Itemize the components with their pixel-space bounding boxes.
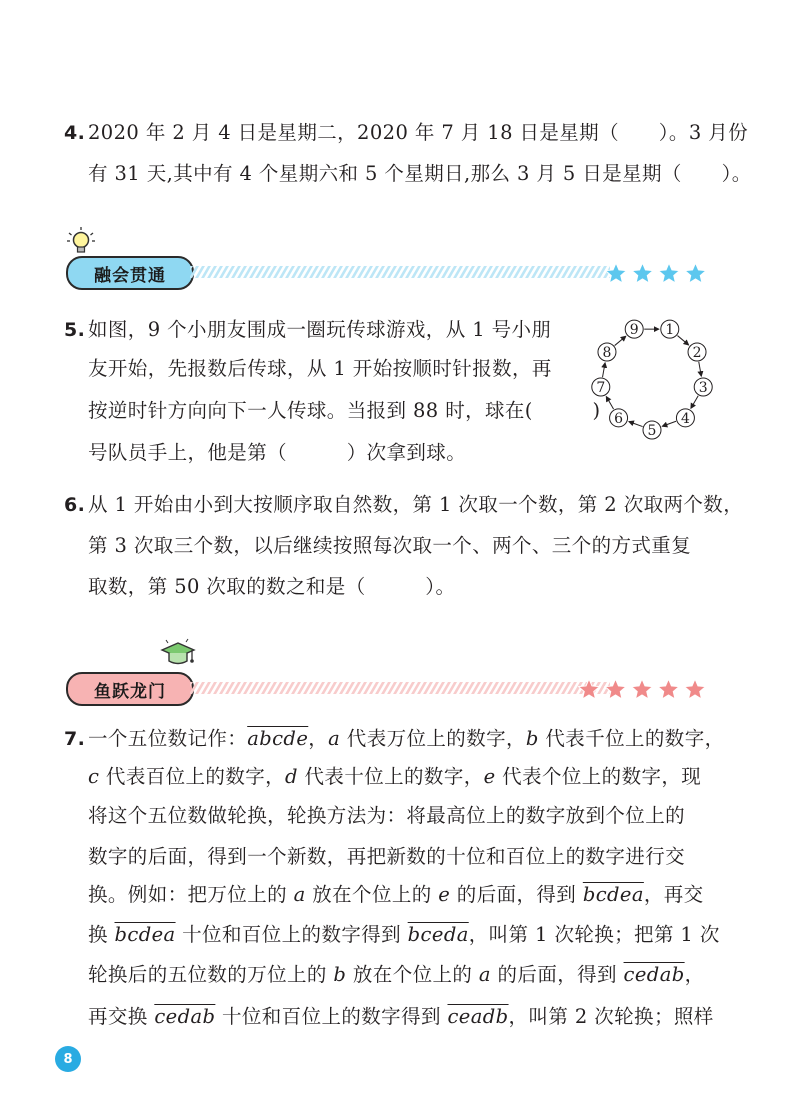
q6-line-3: 取数，第 50 次取的数之和是（ ）。 bbox=[88, 575, 456, 598]
difficulty-star bbox=[685, 679, 706, 699]
q7-line-2: c 代表百位上的数字，d 代表十位上的数字，e 代表个位上的数字，现 bbox=[88, 765, 702, 788]
q4-line-2 bbox=[64, 161, 752, 187]
player-number: 4 bbox=[680, 410, 690, 427]
pass-arrow bbox=[677, 336, 688, 345]
pass-arrow bbox=[603, 363, 606, 377]
difficulty-stars-1 bbox=[605, 262, 711, 284]
q7-line-4: 数字的后面，得到一个新数，再把新数的十位和百位上的数字进行交 bbox=[88, 845, 686, 868]
page-number: 8 bbox=[55, 1046, 81, 1072]
pass-arrow bbox=[662, 421, 676, 426]
player-number: 6 bbox=[614, 410, 624, 427]
section-divider-2 bbox=[190, 682, 610, 694]
difficulty-star bbox=[632, 679, 653, 699]
q6-number: 6. bbox=[64, 494, 86, 516]
player-number: 3 bbox=[698, 380, 708, 397]
section-divider-1 bbox=[190, 266, 610, 278]
difficulty-star bbox=[685, 263, 706, 283]
q6-line-1: 6. 从 1 开始由小到大按顺序取自然数，第 1 次取一个数，第 2 次取两个数， bbox=[64, 493, 744, 516]
difficulty-stars-2 bbox=[578, 678, 712, 700]
q7-number: 7. bbox=[64, 728, 86, 750]
pass-arrow bbox=[606, 397, 613, 410]
pass-arrow bbox=[615, 336, 626, 345]
q4-line-1 bbox=[64, 120, 748, 146]
q4-text-2: 有 31 天,其中有 4 个星期六和 5 个星期日,那么 3 月 5 日是星期（ ）。 bbox=[88, 162, 752, 185]
player-number: 1 bbox=[665, 322, 675, 339]
q7-line-5: 换。例如：把万位上的 a 放在个位上的 e 的后面，得到 bcdea，再交 bbox=[88, 883, 704, 906]
q7-line-7: 轮换后的五位数的万位上的 b 放在个位上的 a 的后面，得到 cedab， bbox=[88, 963, 705, 986]
q7-line-1: 7. 一个五位数记作：abcde，a 代表万位上的数字，b 代表千位上的数字， bbox=[64, 727, 725, 750]
q5-number: 5. bbox=[64, 319, 86, 341]
player-number: 7 bbox=[596, 380, 606, 397]
lightbulb-icon bbox=[64, 226, 98, 260]
passing-circle-diagram bbox=[586, 318, 718, 446]
q7-line-3: 将这个五位数做轮换，轮换方法为：将最高位上的数字放到个位上的 bbox=[88, 804, 686, 827]
graduation-cap-icon bbox=[158, 638, 198, 672]
difficulty-star bbox=[658, 679, 679, 699]
difficulty-star bbox=[632, 263, 653, 283]
q5-line-4: 号队员手上，他是第（ ）次拿到球。 bbox=[88, 441, 467, 464]
player-number: 5 bbox=[647, 423, 657, 439]
player-number: 9 bbox=[629, 322, 639, 339]
player-number: 2 bbox=[692, 345, 702, 361]
difficulty-star bbox=[605, 679, 626, 699]
q5-line-3: 按逆时针方向向下一人传球。当报到 88 时，球在( ) bbox=[88, 399, 601, 422]
pass-arrow bbox=[629, 422, 643, 427]
q4-number: 4. bbox=[64, 122, 86, 144]
difficulty-star bbox=[606, 263, 627, 283]
pass-arrow bbox=[691, 396, 698, 409]
q7-line-6: 换 bcdea 十位和百位上的数字得到 bceda，叫第 1 次轮换；把第 1 次 bbox=[88, 923, 720, 946]
q5-line-1: 5. 如图，9 个小朋友围成一圈玩传球游戏，从 1 号小朋 bbox=[64, 318, 552, 341]
player-number: 8 bbox=[602, 345, 612, 361]
difficulty-star bbox=[659, 263, 680, 283]
pass-arrow bbox=[699, 362, 702, 376]
difficulty-star bbox=[579, 679, 600, 699]
q6-line-2: 第 3 次取三个数，以后继续按照每次取一个、两个、三个的方式重复 bbox=[88, 534, 692, 557]
q5-line-2: 友开始，先报数后传球，从 1 开始按顺时针报数，再 bbox=[88, 357, 552, 380]
section-title-2: 鱼跃龙门 bbox=[66, 672, 194, 706]
q4-text-1: 2020 年 2 月 4 日是星期二，2020 年 7 月 18 日是星期（ ）。3 月份 bbox=[88, 121, 749, 144]
q7-line-8: 再交换 cedab 十位和百位上的数字得到 ceadb，叫第 2 次轮换；照样 bbox=[88, 1005, 714, 1028]
section-title-1: 融会贯通 bbox=[66, 256, 194, 290]
